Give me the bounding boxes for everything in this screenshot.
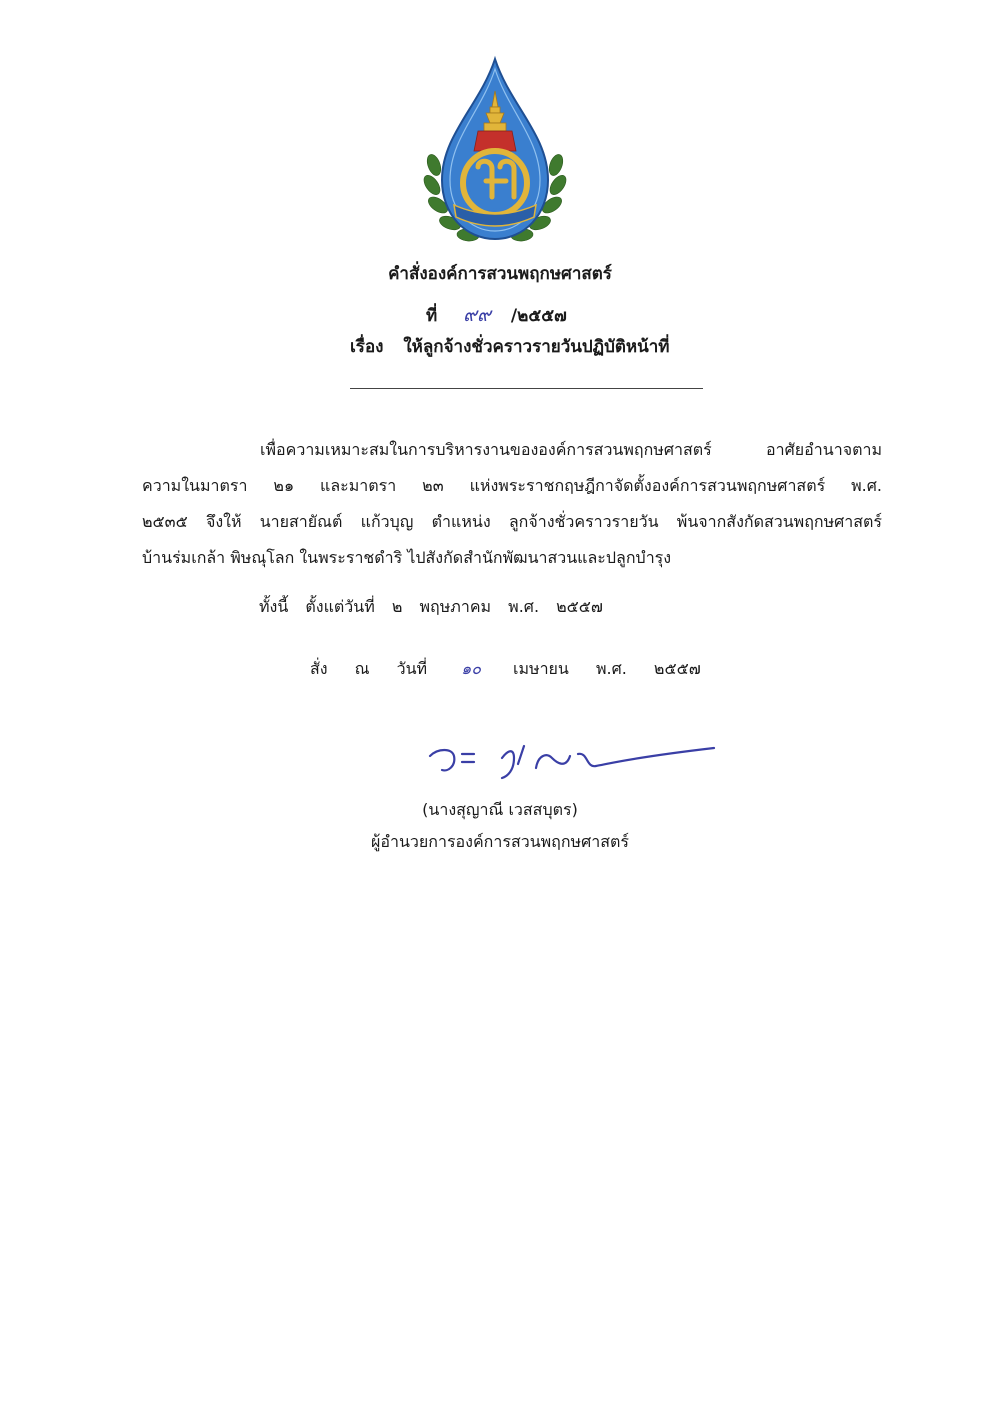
effective-month: พฤษภาคม	[419, 597, 492, 616]
organization-emblem-logo	[420, 55, 570, 255]
signer-name: (นางสุญาณี เวสสบุตร)	[422, 800, 578, 819]
effective-date-line	[259, 595, 615, 620]
effective-since: ตั้งแต่วันที่	[305, 597, 375, 616]
body-line: ความในมาตรา ๒๑ และมาตรา ๒๓ แห่งพระราชกฤษฎีกาจัดตั้งองค์การสวนพฤกษศาสตร์ พ.ศ.	[142, 476, 882, 495]
subject-label: เรื่อง	[350, 337, 384, 357]
body-line: เพื่อความเหมาะสมในการบริหารงานขององค์การสวนพฤกษศาสตร์ อาศัยอำนาจตาม	[260, 440, 882, 459]
ordered-day-handwritten: ๑๐	[461, 659, 481, 678]
ordered-label: สั่ง	[310, 659, 328, 678]
signer-position: ผู้อำนวยการองค์การสวนพฤกษศาสตร์	[371, 832, 629, 851]
handwritten-signature	[428, 728, 718, 788]
body-line: ๒๕๓๕ จึงให้ นายสายัณต์ แก้วบุญ ตำแหน่ง ลูกจ้างชั่วคราวรายวัน พ้นจากสังกัดสวนพฤกษศาสตร์	[142, 512, 882, 531]
effective-day: ๒	[391, 597, 403, 616]
ordered-era: พ.ศ.	[595, 659, 627, 678]
header-divider	[350, 388, 703, 389]
order-body	[142, 432, 882, 576]
order-number-handwritten: ๙๙	[463, 304, 491, 326]
body-line: บ้านร่มเกล้า พิษณุโลก ในพระราชดำริ ไปสังกัดสำนักพัฒนาสวนและปลูกบำรุง	[142, 548, 672, 567]
ordered-month: เมษายน	[513, 659, 569, 678]
document-title: คำสั่งองค์การสวนพฤกษศาสตร์	[388, 264, 612, 284]
order-number-suffix: /๒๕๕๗	[510, 306, 567, 326]
order-number-line	[426, 300, 567, 330]
effective-era: พ.ศ.	[508, 597, 540, 616]
ordered-date-label: วันที่	[396, 659, 428, 678]
order-number-label: ที่	[426, 306, 438, 326]
effective-prefix: ทั้งนี้	[259, 597, 289, 616]
subject-line	[350, 333, 670, 360]
ordered-at: ณ	[354, 659, 370, 678]
ordered-year: ๒๕๕๗	[653, 659, 701, 678]
effective-year: ๒๕๕๗	[556, 597, 603, 616]
ordered-date-line	[310, 657, 723, 682]
subject-text: ให้ลูกจ้างชั่วคราวรายวันปฏิบัติหน้าที่	[403, 337, 670, 357]
